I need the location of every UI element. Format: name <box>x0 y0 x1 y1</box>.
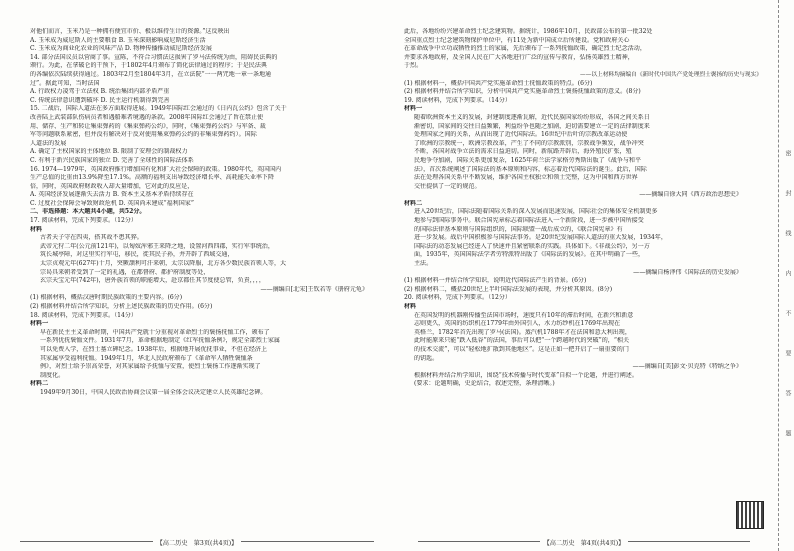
material-line: 古者天子守在四夷，搭其故不患其猝。 <box>40 234 143 242</box>
material-line: 渐密切，国家间的交往日益频繁，利益纷争也随之加剧，迫切需要建立一定的法律制度来 <box>414 122 650 130</box>
material-line: 可以免费入学，在烈士墓立碑纪念。1938年后，根据地开展优抚事业，不但在经济上 <box>40 345 268 353</box>
material-line: 筑长城亭障，对这里实行军屯，移民，徙其民子孙，并开辟了西域交通， <box>40 251 234 259</box>
binding-char: 要 <box>784 350 791 356</box>
q19-source2: ——摘编自杨泽伟《国际法的历史发展》 <box>633 268 742 276</box>
question-ask: (1) 根据材料一并结合所学知识，说明近代国际法产生的背景。(6分) <box>404 277 587 285</box>
q20-material-body <box>404 312 762 364</box>
left-page <box>0 0 394 551</box>
section-header: 二、非选择题：本大题共4小题，共52分。 <box>30 208 146 216</box>
task-line: (要求：论题明确，史论结合，叙述完整，条理清晰。) <box>414 380 555 388</box>
q18-material1-body <box>30 329 388 381</box>
material-line: 法》，首次系统阐述了国际法的基本原则和内容，标志着近代国际法的诞生。此后，国际 <box>414 165 647 173</box>
material-line: 例》，对烈士给予崇高荣誉，对其家属给予抚恤与安置，使烈士褒扬工作逐渐实现了 <box>40 363 261 371</box>
binding-char: 不 <box>784 310 791 316</box>
material-line: 此时能原来只能“跌入低谷”的法国，事后可以把“一个跨越时代的突破”的，“相关 <box>414 337 630 345</box>
text-line: A. 英国经济发展逐渐失去活力 B. 资本主义基本矛盾持续存在 <box>30 191 194 199</box>
q20-source: ——摘编自[美]彭文·贝克特《特纳之争》 <box>632 363 742 371</box>
material-line: 的钥匙。 <box>414 354 439 362</box>
material-line: 交往提供了一定的规范。 <box>414 182 481 190</box>
material-line: 处理国家之间的关系，从而出现了近代国际法。16世纪中后叶的宗教改革运动使 <box>414 131 628 139</box>
material-line: 全国重点烈士纪念建筑物保护单位中，有11处为新中国成立后所建设。党和政府关心 <box>404 36 630 44</box>
q19-source1: ——摘编自徐大同《西方政治思想史》 <box>639 191 742 199</box>
material-line: 此后，各地纷纷兴建革命烈士纪念建筑物。据统计，1986年10月，民政部公布的第一批32处 <box>404 28 653 35</box>
text-line: 颁行。为此，在拿破仑的干预下，于1802年4月颁布了简化法律通过的程序；于是民法典 <box>30 62 267 70</box>
right-page <box>398 0 770 551</box>
text-line: C. 传统法律意识遭到破坏 D. 民主运行机制得到完善 <box>30 96 170 104</box>
text-line: 15. 二战后，国际人道法在多方面取得进展。1949年国际红会通过的《日内瓦公约》包含了关于 <box>30 105 287 113</box>
q17-material-body <box>30 234 388 286</box>
q18-material2-label: 材料二 <box>30 380 49 388</box>
q20-head: 20. 阅读材料，完成下列要求。（12分） <box>404 294 511 302</box>
material-line: 地参与到国际事务中。联合国宪章标志着国际法进入一个新阶段，进一步被中国所接受 <box>414 217 644 225</box>
material-line: 民地争夺加剧，国际关系更加复杂，1625年荷兰法学家格劳秀斯出版了《战争与和平 <box>414 156 642 164</box>
left-question-lines <box>30 28 388 208</box>
text-line: 的各编依次陆续获得通过。1803年2月至1804年3月，在立法院“一一两咒地一章一条地通 <box>30 70 272 78</box>
material-line: 于烈。 <box>404 62 423 70</box>
material-line: 法在处理各国关系中不断发展，维护各国主权独立和领土完整，这为中国和西方世界 <box>414 174 638 182</box>
material-line: 面，1935年，英国国际法学者劳特派特出版了《国际法的发展》。在其中明确了一些， <box>414 251 645 259</box>
q20-material-label: 材料 <box>404 303 417 310</box>
material-line: 玄宗天宝元年(742年)，唐外族首领的职能增大，赴京都任其节度使总管，负責，，，， <box>40 277 265 285</box>
text-line: A. 行政权力凌驾于立法权 B. 统治集团内部矛盾严重 <box>30 88 170 96</box>
material-line: 武帝元狩二年(公元前121年)，以匈奴浑邪王来降之地，设置河西四郡，实行军事统治， <box>40 242 274 250</box>
q18-source: ——以上材料均摘编自《新时代中国共产党处理烈士褒扬的历史与现实》 <box>580 71 762 78</box>
text-line: C. 玉米成为商业化农业的风味产品 D. 物种传播推动威尼斯经济发展 <box>30 45 212 53</box>
q18-material1-label: 材料一 <box>30 320 49 328</box>
q19-material1-label: 材料一 <box>404 105 423 113</box>
material-line: 主法。 <box>414 260 433 268</box>
text-line: 倍，同时，英国政府财政收入却大量增加，它对此的反应是， <box>30 182 194 190</box>
q17-source: ——摘编自[北宋]王钦若等《册府元龟》 <box>260 285 368 293</box>
material-line: 的技术交流”，可以“轻松地扩散到其他地区”。这是正如一把开启了一扇重要的门 <box>414 345 629 353</box>
left-footer: 【高二历史 第3页(共4页)】 <box>0 538 394 547</box>
text-line: 对他们而言，玉米乃是一种拥有便宜市价、极以维持生计的资源。”这反映出 <box>30 28 230 35</box>
text-line: C. 有利于新兴民族国家的独立 D. 完善了全球性的国际法体系 <box>30 156 194 164</box>
material-line: 随着欧洲资本主义的发展，封建制度逐渐瓦解，近代民族国家纷纷形成，各国之间关系日 <box>414 113 650 121</box>
text-line: 改善陆上武装部队伤病员者和遇船难者境遇的条款。2008年国际红会通过了旨在禁止使 <box>30 113 264 121</box>
binding-margin <box>778 0 794 551</box>
q18-material2-continued <box>404 28 762 71</box>
binding-char: 密 <box>784 150 791 156</box>
material-line: 太宗贞观元年(627年)十月，突厥颉利可汗来朝，太宗以降服，北方各少数民族首领人等，大 <box>40 260 287 268</box>
material-line: 早在新民主主义革命时期，中国共产党就十分重视对革命烈士的褒扬抚恤工作，颁布了 <box>40 328 270 336</box>
q17-head: 17. 阅读材料，完成下列要求。（12分） <box>30 217 137 225</box>
binding-char: 封 <box>784 190 791 196</box>
binding-char: 线 <box>784 230 791 236</box>
q19-material2-body <box>404 208 762 268</box>
q19-material1-body <box>404 114 762 191</box>
q19-asks <box>404 277 762 294</box>
q17-material-label: 材料 <box>30 225 43 233</box>
q18-material2-body <box>30 389 388 398</box>
qr-code <box>736 501 764 529</box>
question-ask: (2) 根据材料并结合所学知识，分析中国共产党实施革命烈士褒扬抚恤政策的意义。(8分) <box>404 88 641 96</box>
material-line: 进入20世纪后，国际法随着国际关系的深入发展而迅速发展，国际社会的集体安全机制更多 <box>414 208 658 216</box>
material-line: 的国际法律基本原则与国际组织的，国际联盟一战后成立的，《联合国宪章》有 <box>414 225 623 233</box>
material-line: 了欧洲的宗教统一，欧洲宗教改革，产生了不同的宗教派别，宗教战争频发，战争冲突 <box>414 139 644 147</box>
material-line: 一系列优抚褒恤文件。1931年7月，革命根据地制定《红军抚恤条例》，规定全部烈士家属 <box>40 337 280 345</box>
q20-task <box>404 372 762 389</box>
text-line: A. 玉米成为威尼斯人的主要粮食 B. 玉米深刻影响威尼斯经济生活 <box>30 36 206 44</box>
binding-char: 题 <box>784 430 791 436</box>
material-line: 并要求各地政府，及全国人民在广大各地进行广泛的宣传与教育，弘扬英雄烈士精神， <box>404 53 634 61</box>
text-line: C. 过度社会保障会导致财政危机 D. 英国尚未建成“福利国家” <box>30 199 194 207</box>
text-line: 16. 1974—1979年，英国政府推行增加国有化和扩大社会保障的政策。1980年代，英国国内 <box>30 165 282 173</box>
q19-material2-label: 材料二 <box>404 199 423 207</box>
right-footer: 【高二历史 第4页(共4页)】 <box>398 538 770 547</box>
material-line: 其家属享受福利抚恤。1949年1月，华北人民政府颁布了《革命军人牺牲褒恤条 <box>40 354 253 362</box>
material-line: 国际法的动态发展已经进入了快速并且紧密联系的实践。具体如下。《非战公约》，另一方 <box>414 242 650 250</box>
question-ask: (2) 根据材料二，概括20世纪上半叶国际法发展的表现，并分析其原因。(8分) <box>404 285 613 293</box>
q18-asks <box>404 80 762 97</box>
material-line: 不断，各国对战争立法的需求日益迫切。同时，新航路开辟后，海外殖民扩张，殖 <box>414 148 632 156</box>
text-line: 军等问题联系紧密，但并没有解决对于反对使用集束弹药公约的非集束弹药约）。国际 <box>30 131 257 139</box>
text-line: 人道法的发展 <box>30 139 67 147</box>
question-ask: (1) 根据材料，概括汉唐时期民族政策的主要内容。(6分) <box>30 294 183 302</box>
task-line: 根据材料并结合所学知识，围绕“技术传播与时代变革”自拟一个论题，并进行阐述。 <box>414 371 638 379</box>
material-line: 进一步发展。战后中国积极参与国际法事务。是20世纪发展国际人道法的重大发展，1934年， <box>414 234 667 242</box>
material-line: 宗曷具来朝者受到了一定的礼遇，在都督府、都护府制度等处， <box>40 268 210 276</box>
left-column <box>30 28 388 398</box>
q17-asks <box>30 294 388 311</box>
question-ask: (2) 根据材料并结合所学知识，分析上述民族政策的历史作用。(6分) <box>30 303 213 310</box>
right-column <box>404 28 762 389</box>
text-line: 生产总值的比重由13.9%降至17.1%。高额的福利支出导致经济增长率、高耗能失业率下降 <box>30 174 275 182</box>
binding-char: 答 <box>784 390 791 396</box>
text-line: 14. 部分法国议员以营商了事。宣陈，不符合习惯法这损害了罗马法传统为由，阻碍民法典的 <box>30 53 278 61</box>
text-line: A. 确定了主权国家的主体地位 B. 限制了安理会的制裁权力 <box>30 148 188 156</box>
text-line: 过”。据此可知，当时法国 <box>30 79 100 87</box>
material-line: 志则更久，英国的纺织机在1779年由外国引入，水力纺纱机在1769年出现在 <box>414 320 621 328</box>
material-line: 制度化。 <box>40 371 65 379</box>
q18-head: 18. 阅读材料，完成下列要求。（14分） <box>30 311 137 319</box>
material-line: 1949年9月30日，中国人民政治协商会议第一届全体会议决定建立人民英雄纪念碑。 <box>40 388 267 396</box>
binding-char: 内 <box>784 270 791 276</box>
material-line: 在革命战争中立功或牺牲的烈士的家属，先后颁布了一系列抚恤政策，确定烈士纪念活动， <box>404 45 646 53</box>
q19-head: 19. 阅读材料，完成下列要求。（14分） <box>404 96 511 104</box>
material-line: 英格兰，1782年首先出现了罗马(法国)。蒸汽机1788年才在法国和意大利出现， <box>414 328 631 336</box>
material-line: 在英国发明的机器刚传播至法国市场时，速度只有10年的滞后时间，在新兴和新意 <box>414 311 634 319</box>
question-ask: (1) 根据材料一，概括中国共产党实施革命烈士抚恤政策的特点。(6分) <box>404 79 593 87</box>
text-line: 用、储存、生产和转让集束弹药的《集束弹药公约》，同时，《集束弹药公约》与军备、裁 <box>30 122 266 130</box>
